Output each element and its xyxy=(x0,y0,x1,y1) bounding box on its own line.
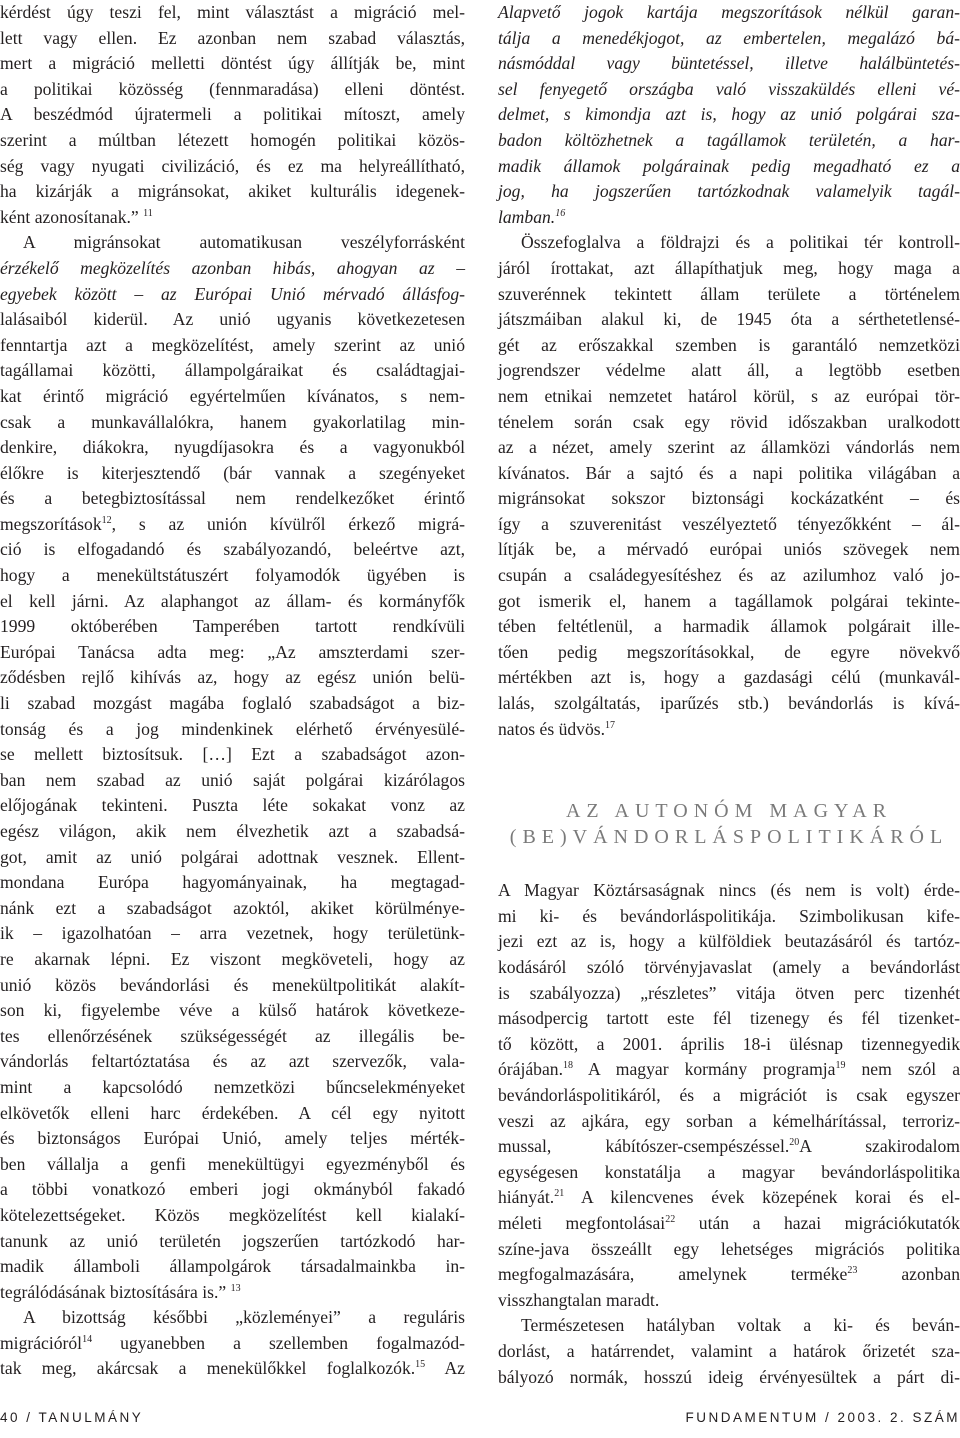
text-line: jog, ha jogszerűen tartózkodnak valamelyik tagál- xyxy=(498,181,960,202)
text-line: nem etnikai nemzetet határol körül, s az európai tör- xyxy=(498,385,960,406)
footnote-ref: 11 xyxy=(143,207,153,219)
text-line: tő között, a 2001. április 18-i ülésnap tizennegyedik xyxy=(498,1033,960,1054)
text-line: kívánatos. Bár a sajtó és a napi politika világában a xyxy=(498,462,960,483)
text-line: mi ki- és bevándorláspolitikája. Szimbolikusan kife- xyxy=(498,905,960,926)
text-line: hogy a menekültstátuszért folyamodók ügyében is xyxy=(0,565,465,586)
text-line: Európai Tanácsa adta meg: „Az amszterdami szer- xyxy=(0,641,465,662)
text-line: visszhangtalan maradt. xyxy=(498,1289,660,1310)
text-line: színe-java összeállt egy lehetséges migrációs politika xyxy=(498,1238,960,1259)
text-line xyxy=(498,717,960,743)
text-fragment: , s az unión kívülről érkező migrá- xyxy=(111,513,465,534)
text-line: son ki, figyelembe véve a külső határok következe- xyxy=(0,1000,465,1021)
footnote-ref: 16 xyxy=(555,207,566,219)
text-line: is szabályozza) „részletes” vitája ötven perc tizenhét xyxy=(498,982,960,1003)
footer-journal-issue: FUNDAMENTUM / 2003. 2. SZÁM xyxy=(685,1410,960,1425)
text-line xyxy=(498,1185,960,1211)
text-line: kötelezettségeket. Közös megközelítést kell kialakí- xyxy=(0,1204,465,1225)
text-fragment: ként azonosítanak.” xyxy=(0,206,144,227)
text-line: dorlást, a határrendet, valamint a határok őrizetét sza- xyxy=(498,1340,960,1361)
text-line: got, amit az unió polgárai adottnak vesznek. Ellent- xyxy=(0,846,465,867)
text-line: badon költözhetnek a tagállamok területén, a har- xyxy=(498,129,960,150)
text-line: és biztonságos Európai Unió, amely teljes mérték- xyxy=(0,1128,465,1149)
text-fragment: natos és üdvös. xyxy=(498,718,606,739)
text-line: lalás, szolgáltatás, iparűzés stb.) bevándorlás is kívá- xyxy=(498,693,960,714)
footnote-ref: 17 xyxy=(605,719,616,731)
text-line: lett vagy ellen. Ez azonban nem szabad választás, xyxy=(0,27,465,48)
text-fragment: migrációról xyxy=(0,1332,83,1353)
text-line xyxy=(0,1331,465,1357)
footnote-ref: 23 xyxy=(847,1265,858,1277)
text-line: se mellett biztosítsuk. […] Ezt a szabadságot azon- xyxy=(0,744,465,765)
text-fragment: hiányát. xyxy=(498,1187,555,1208)
text-line: jezi ezt az is, hogy a külföldiek beutazásáról és tartóz- xyxy=(498,931,960,952)
text-fragment: A kilencvenes évek közepének korai és el- xyxy=(564,1187,960,1208)
text-line: ben vállalja a genfi menekültügyi egyezményből és xyxy=(0,1153,465,1174)
text-line: denkire, diákokra, nyugdíjasokra és a vagyonukból xyxy=(0,437,465,458)
footnote-ref: 19 xyxy=(835,1060,846,1072)
text-line: így a szuverenitást veszélyeztető tényezőkként – ál- xyxy=(498,513,960,534)
text-line: az a nézet, amely szerint az államközi vándorlás nem xyxy=(498,437,960,458)
left-column xyxy=(0,0,465,1382)
text-fragment: nem szól a xyxy=(845,1059,960,1080)
text-line: járól írottakat, azt állapíthatjuk meg, hogy maga a xyxy=(498,257,960,278)
text-line: bályozó normák, hosszú ideig érvényesültek a párt di- xyxy=(498,1366,960,1387)
text-line: bevándorláspolitikáról, és a migrációt is csak egyszer xyxy=(498,1084,960,1105)
text-line: sel fenyegető országba való visszaküldés elleni vé- xyxy=(498,78,960,99)
footnote-ref: 18 xyxy=(562,1060,573,1072)
text-line: Összefoglalva a földrajzi és a politikai tér kontroll- xyxy=(521,232,960,253)
footnote-ref: 13 xyxy=(230,1282,241,1294)
text-line: unió közös bevándorlási és menekültpolitikát alakít- xyxy=(0,974,465,995)
text-line: migránsokat sokszor biztonsági kockázatként – és xyxy=(498,488,960,509)
footnote-ref: 12 xyxy=(101,514,112,526)
text-line: madik államok polgárainak pedig megadható ez a xyxy=(498,155,960,176)
text-line: vándorlás feltartóztatása és az azt szervezők, vala- xyxy=(0,1051,465,1072)
text-line: ik – igazolhatóan – arra vezetnek, hogy területünk- xyxy=(0,923,465,944)
text-line: kodásáról szóló törvényjavaslat (amely a bevándorlást xyxy=(498,957,960,977)
text-line xyxy=(0,1356,465,1382)
text-line: A beszédmód újratermeli a politikai mítoszt, amely xyxy=(0,104,465,125)
text-line: egyebek között – az Európai Unió mérvadó állásfog- xyxy=(0,283,465,304)
footer-page-section: 40 / TANULMÁNY xyxy=(0,1410,144,1425)
text-line: fenntartja azt a megközelítést, amely szerint az unió xyxy=(0,334,465,355)
text-line: előjogának tekinteni. Puszta léte sokakat vonz az xyxy=(0,795,465,816)
text-line: ténelem során csak egy rövid időszakban uralkodott xyxy=(498,411,960,432)
text-line: tően pedig megszorításokkal, de egyre növekvő xyxy=(498,641,960,662)
text-line xyxy=(0,1280,465,1306)
text-line xyxy=(498,1262,960,1288)
footnote-ref: 20 xyxy=(789,1137,800,1149)
text-line: gét az erőszakkal szemben is garantáló nemzetközi xyxy=(498,334,960,355)
text-line: mert a migráció melletti döntést úgy állítják be, mint xyxy=(0,53,465,74)
text-line: A Magyar Köztársaságnak nincs (és nem is volt) érde- xyxy=(498,880,960,901)
right-column xyxy=(498,0,960,1390)
section-heading: (BE)VÁNDORLÁSPOLITIKÁRÓL xyxy=(509,826,949,849)
text-fragment: A szakirodalom xyxy=(799,1136,960,1157)
text-fragment: megszorítások xyxy=(0,513,102,534)
text-line: ha kizárják a migránsokat, akiket kulturális idegenek- xyxy=(0,181,465,202)
text-line: csak a munkavállalókra, hanem gyakorlatilag min- xyxy=(0,411,465,432)
text-fragment: lamban. xyxy=(498,206,556,227)
text-fragment: Az xyxy=(425,1358,465,1379)
text-fragment: tak meg, akárcsak a menekülőkkel foglalkozók. xyxy=(0,1358,416,1379)
text-line: re akarnak lépni. Ez viszont megköveteli, hogy az xyxy=(0,948,465,969)
text-fragment: tegrálódásának biztosítására is.” xyxy=(0,1281,231,1302)
text-line: egész világon, akik nem élvezhetik azt a szabadsá- xyxy=(0,821,465,841)
text-line: veszi az ajkára, egy sorban a kémelhárítással, terroriz- xyxy=(498,1110,960,1131)
text-line: szerint a múltban létezett homogén politikai közös- xyxy=(0,129,465,150)
text-line xyxy=(498,205,960,231)
text-line: másodpercig tartott este fél tizenegy és fél tizenket- xyxy=(498,1008,960,1029)
text-line: kat érintő migráció egyértelműen kívánatos, s nem- xyxy=(0,385,465,406)
page-footer xyxy=(0,1410,960,1430)
text-line: delmet, s kimondja azt is, hogy az unió polgárai sza- xyxy=(498,104,960,125)
text-fragment: azonban xyxy=(857,1264,960,1285)
footnote-ref: 14 xyxy=(82,1333,93,1345)
text-line: élőkre is kiterjesztendő (bár vannak a szegényeket xyxy=(0,462,465,483)
text-line: mondana Európa hagyományainak, ha megtagad- xyxy=(0,872,465,893)
text-line xyxy=(498,1057,960,1083)
spacer xyxy=(498,850,960,878)
text-line: Alapvető jogok kartája megszorítások nélkül garan- xyxy=(498,2,960,22)
text-line xyxy=(0,512,465,538)
text-line: a többi vonatkozó emberi jogi okmányból fakadó xyxy=(0,1179,465,1200)
text-fragment: méleti megfontolásai xyxy=(498,1212,666,1233)
text-line: tagállamai közötti, állampolgáraikat és családtagjai- xyxy=(0,360,465,381)
text-line: egységesen konstatálja a magyar bevándorláspolitika xyxy=(498,1161,960,1182)
text-line: tében feltétlenül, a harmadik államok polgárait ille- xyxy=(498,616,960,637)
text-line: tes ellenőrzésének szükségességét az illegális be- xyxy=(0,1025,465,1046)
text-line: kérdést úgy teszi fel, mint választást a migráció mel- xyxy=(0,2,465,22)
text-line: nánk ezt a szabadságot azoktól, akiket körülménye- xyxy=(0,897,465,918)
text-fragment: órájában. xyxy=(498,1059,563,1080)
text-line: el kell járni. Az alaphangot az állam- és kormányfők xyxy=(0,590,465,611)
text-line: lítják be, a mérvadó európai uniós szövegek nem xyxy=(498,539,960,560)
text-line: A migránsokat automatikusan veszélyforrásként xyxy=(23,232,465,253)
text-line: ció is elfogadandó és szabályozandó, beleértve azt, xyxy=(0,539,465,560)
text-line: A bizottság későbbi „közleményei” a reguláris xyxy=(23,1307,465,1328)
text-line: madik államboli állampolgárok társadalmainkba in- xyxy=(0,1256,465,1277)
text-line: mértékben azt is, hogy a gazdasági célú (munkavál- xyxy=(498,667,960,688)
spacer xyxy=(498,742,960,798)
text-line: jogrendszer védelme alatt áll, a legtöbb esetben xyxy=(498,360,960,381)
text-line: csupán a családegyesítéshez és az azilumhoz való jo- xyxy=(498,565,960,586)
text-line: tanunk az unió területén jogszerűen tartózkodó har- xyxy=(0,1230,465,1251)
text-line: ződésben rejlő kihívás az, hogy az egész unión belü- xyxy=(0,667,465,688)
text-line: ség vagy nyugati civilizáció, és ez ma helyreállítható, xyxy=(0,155,465,176)
text-fragment: megfogalmazására, amelynek terméke xyxy=(498,1264,848,1285)
text-line: 1999 októberében Tamperében tartott rendkívüli xyxy=(0,616,465,637)
text-line: tálja a menedékjogot, az embertelen, megalázó bá- xyxy=(498,27,960,48)
text-line: szuverénnek tekintett állam területe a történelem xyxy=(498,283,960,304)
text-line: játszmáiban alakul ki, de 1945 óta a sérthetetlensé- xyxy=(498,309,960,330)
text-line: érzékelő megközelítés azonban hibás, ahogyan az – xyxy=(0,257,465,278)
text-line: mint a kapcsolódó nemzetközi bűncselekményeket xyxy=(0,1076,465,1097)
text-line: ban nem szabad az unió saját polgárai kizárólagos xyxy=(0,769,465,790)
text-line: tonság és a jog mindenkinek elérhető érvényesülé- xyxy=(0,718,465,739)
text-line xyxy=(498,1134,960,1160)
text-line: násmóddal vagy büntetéssel, illetve halálbüntetés- xyxy=(498,53,960,74)
text-line: a politikai közösség (fennmaradása) elleni döntést. xyxy=(0,78,465,99)
text-fragment: ugyanebben a szellemben fogalmazód- xyxy=(92,1332,465,1353)
text-fragment: után a hazai migrációkutatók xyxy=(675,1212,960,1233)
text-line: Természetesen hatályban voltak a ki- és beván- xyxy=(521,1315,960,1336)
footnote-ref: 22 xyxy=(665,1213,676,1225)
text-line: és a betegbiztosítással nem rendelkezőket érintő xyxy=(0,488,465,509)
text-line xyxy=(0,205,465,231)
footnote-ref: 21 xyxy=(554,1188,565,1200)
footnote-ref: 15 xyxy=(415,1359,426,1371)
text-line: elkövetők elleni harc érdekében. A cél egy nyitott xyxy=(0,1102,465,1123)
text-line: lalásaiból kiderül. Az unió ugyanis következetesen xyxy=(0,309,465,330)
text-line: li szabad mozgást magába foglaló szabadságot a biz- xyxy=(0,693,465,714)
text-line xyxy=(498,1211,960,1237)
section-heading: AZ AUTONÓM MAGYAR xyxy=(565,800,893,823)
text-fragment: A magyar kormány programja xyxy=(572,1059,836,1080)
text-line: got ismerik el, hanem a tagállamok polgárai tekinte- xyxy=(498,590,960,611)
text-fragment: mussal, kábítószer-csempészéssel. xyxy=(498,1136,790,1157)
